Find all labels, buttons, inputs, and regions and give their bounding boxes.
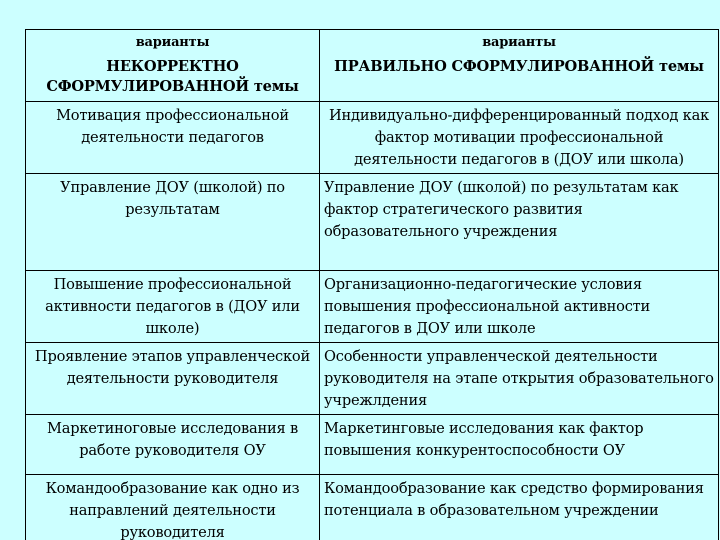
cell-incorrect-topic: Управление ДОУ (школой) по результатам [26, 174, 320, 271]
topic-comparison-table [25, 29, 719, 540]
table-row [26, 415, 719, 475]
table-row [26, 271, 719, 343]
header-incorrect-title: НЕКОРРЕКТНО СФОРМУЛИРОВАННОЙ темы [46, 58, 299, 95]
header-incorrect-variants: варианты [135, 35, 210, 50]
table-row [26, 475, 719, 540]
header-incorrect [26, 30, 320, 102]
table-row [26, 343, 719, 415]
table-row [26, 102, 719, 174]
header-correct-title: ПРАВИЛЬНО СФОРМУЛИРОВАННОЙ темы [334, 58, 704, 75]
cell-correct-topic: Особенности управленческой деятельности руководителя на этапе открытия образовательного учрежлдения [320, 343, 719, 415]
cell-correct-topic: Маркетинговые исследования как фактор повышения конкурентоспособности ОУ [320, 415, 719, 475]
cell-incorrect-topic: Маркетиноговые исследования в работе руководителя ОУ [26, 415, 320, 475]
header-correct-variants: варианты [482, 35, 556, 50]
cell-correct-topic: Командообразование как средство формирования потенциала в образовательном учреждении [320, 475, 719, 540]
table-row [26, 174, 719, 271]
cell-incorrect-topic: Проявление этапов управленческой деятельности руководителя [26, 343, 320, 415]
cell-correct-topic: Управление ДОУ (школой) по результатам как фактор стратегического развития образовательного учреждения [320, 174, 719, 271]
cell-incorrect-topic: Мотивация профессиональной деятельности педагогов [26, 102, 320, 174]
cell-correct-topic: Индивидуально-дифференцированный подход как фактор мотивации профессиональной деятельности педагогов в (ДОУ или школа) [320, 102, 719, 174]
cell-correct-topic: Организационно-педагогические условия повышения профессиональной активности педагогов в ДОУ или школе [320, 271, 719, 343]
cell-incorrect-topic: Повышение профессиональной активности педагогов в (ДОУ или школе) [26, 271, 320, 343]
header-correct [320, 30, 719, 102]
table-header-row [26, 30, 719, 102]
cell-incorrect-topic: Командообразование как одно из направлений деятельности руководителя [26, 475, 320, 540]
